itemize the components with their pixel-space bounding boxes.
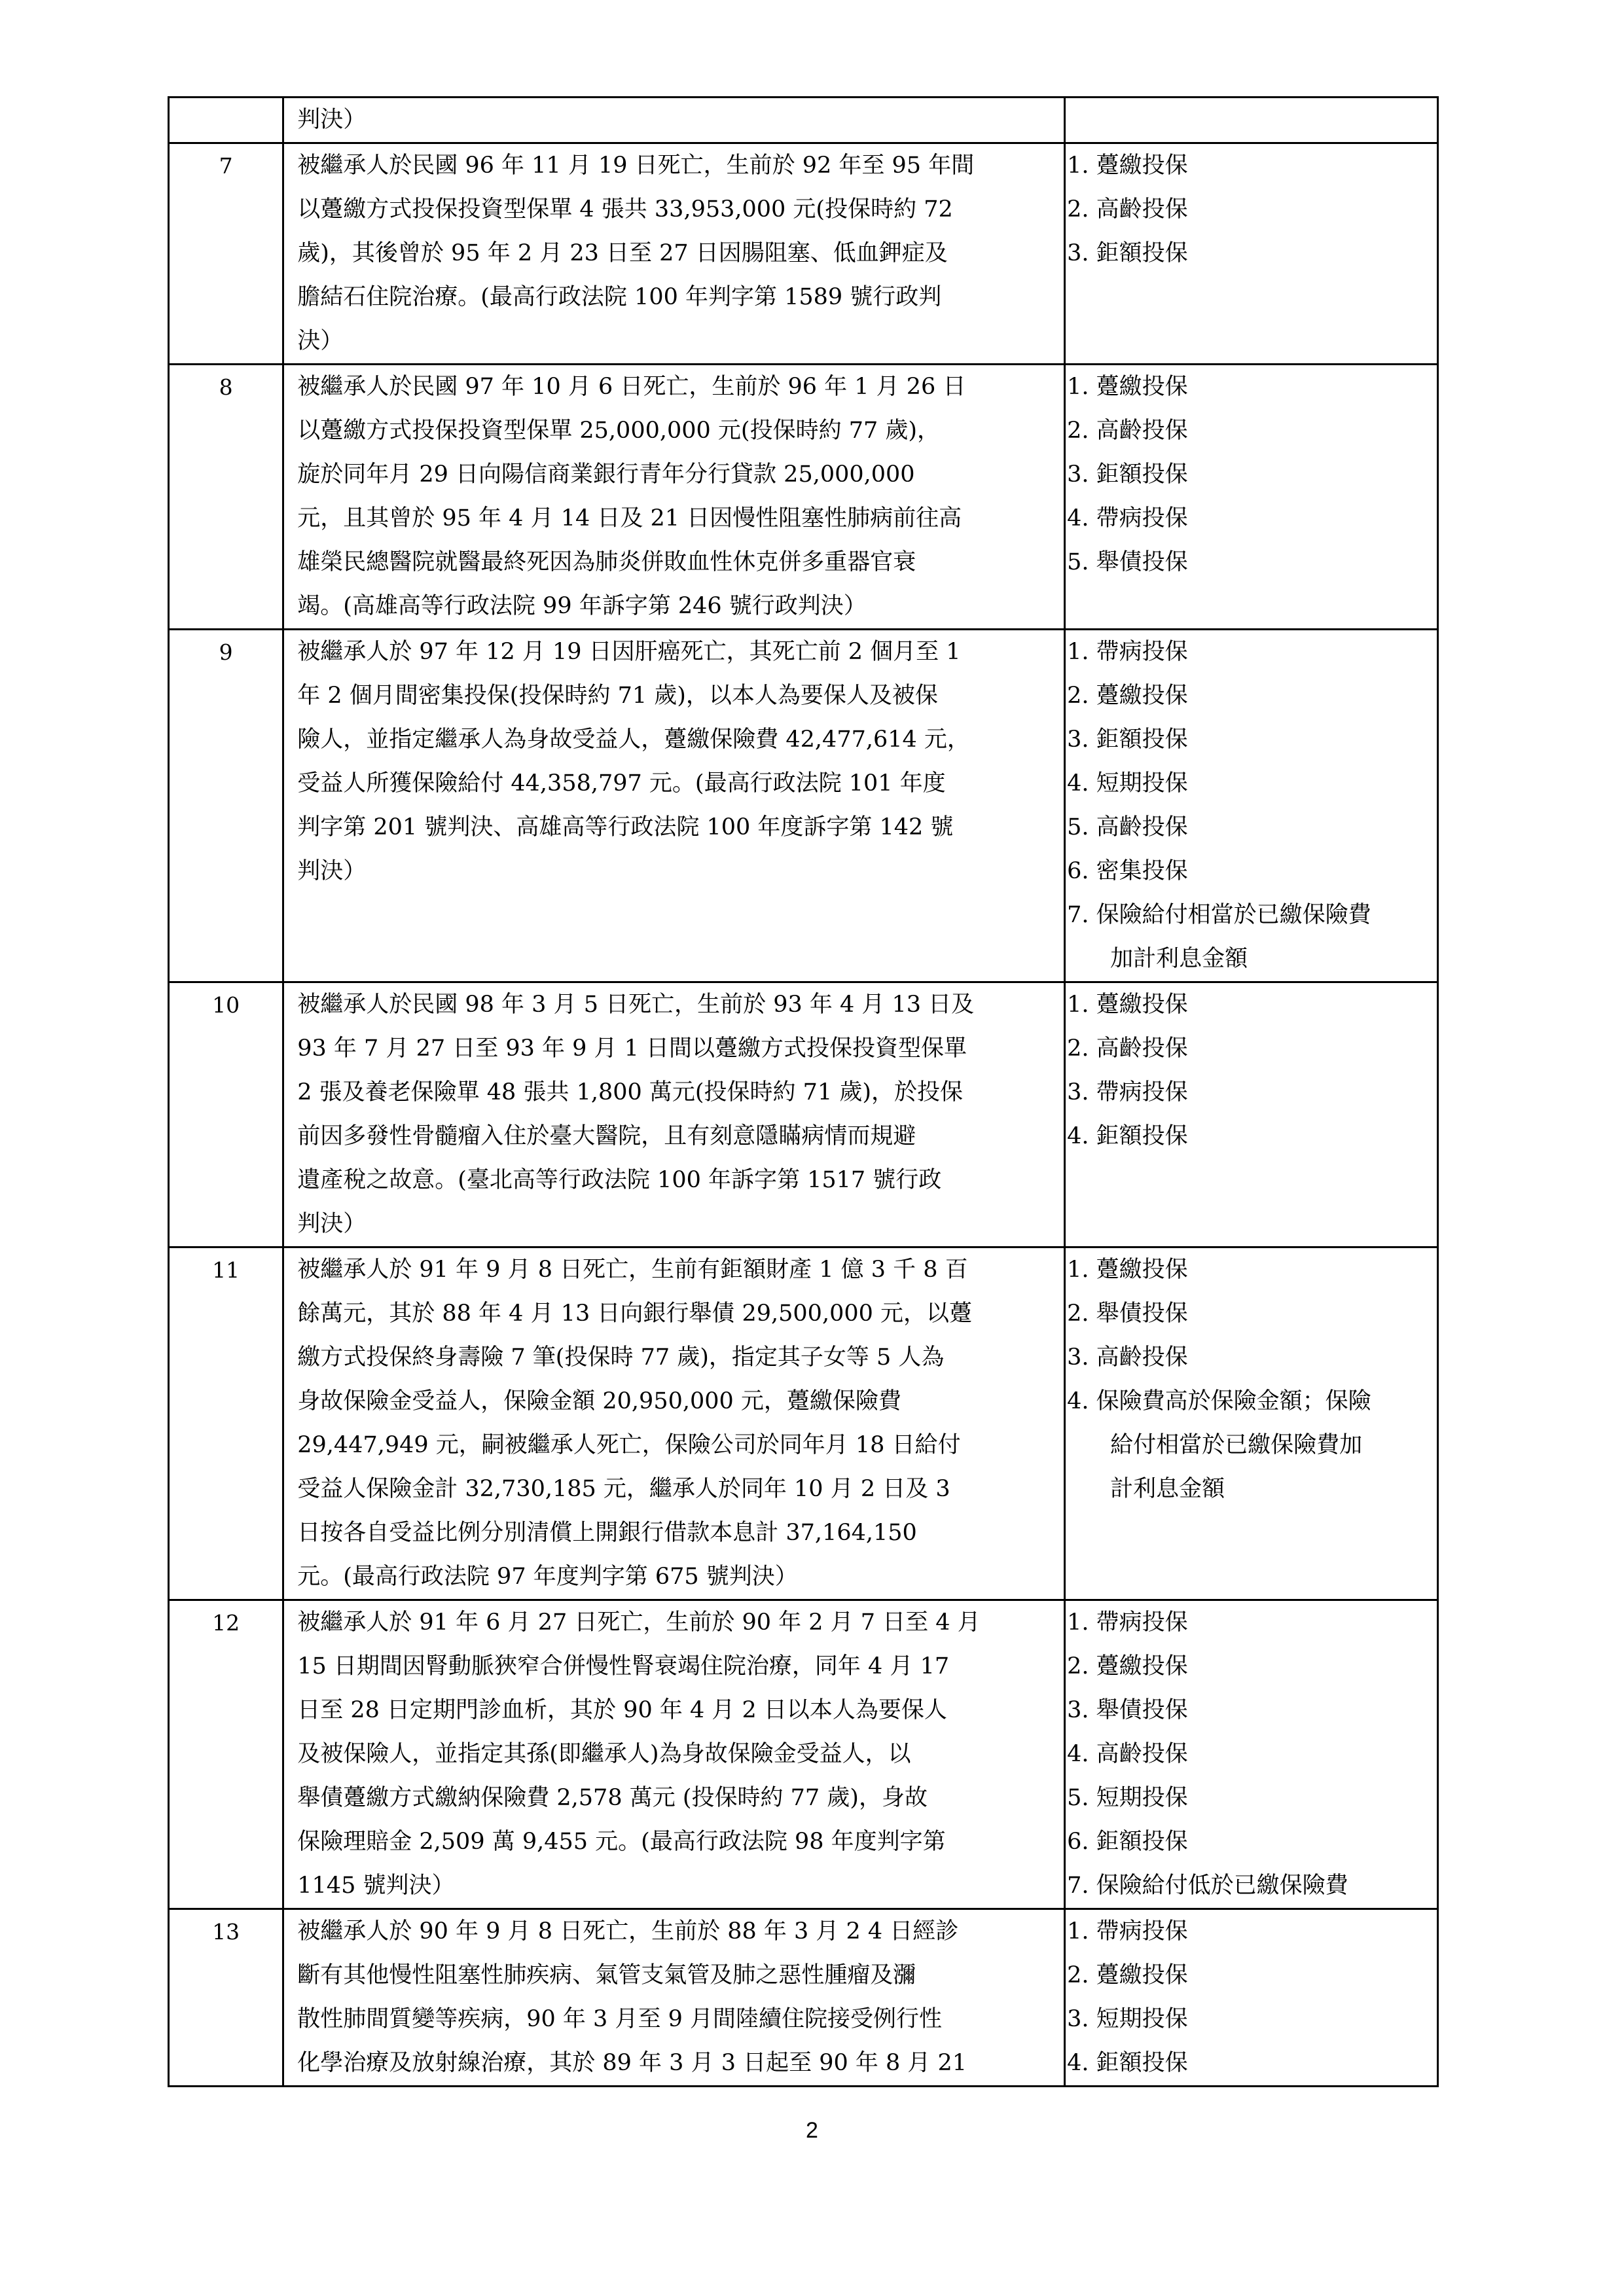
type-list-item: 4. 短期投保 <box>1067 770 1188 797</box>
type-list-item: 3. 鉅額投保 <box>1067 240 1188 266</box>
description-line: 保險理賠金 2,509 萬 9,455 元。(最高行政法院 98 年度判字第 <box>297 1829 946 1855</box>
type-list-item: 1. 帶病投保 <box>1067 639 1188 665</box>
case-description-cell <box>283 982 1065 1247</box>
table-row <box>169 1909 1438 2087</box>
description-line: 年 2 個月間密集投保(投保時約 71 歲)，以本人為要保人及被保 <box>297 683 938 709</box>
description-line: 散性肺間質變等疾病，90 年 3 月至 9 月間陸續住院接受例行性 <box>297 2006 942 2032</box>
type-list-item: 1. 帶病投保 <box>1067 1609 1188 1636</box>
case-type-cell <box>1065 1247 1438 1600</box>
description-line: 判決） <box>297 858 367 884</box>
type-list-item: 1. 躉繳投保 <box>1067 992 1188 1018</box>
description-line: 1145 號判決） <box>297 1873 455 1899</box>
case-type-cell <box>1065 365 1438 630</box>
case-number-cell: 11 <box>169 1247 283 1600</box>
case-type-cell <box>1065 1600 1438 1909</box>
type-list-item: 6. 鉅額投保 <box>1067 1829 1188 1855</box>
description-line: 以躉繳方式投保投資型保單 25,000,000 元(投保時約 77 歲)， <box>297 418 941 444</box>
type-list-item: 3. 鉅額投保 <box>1067 726 1188 753</box>
case-type-cell <box>1065 143 1438 365</box>
description-line: 餘萬元，其於 88 年 4 月 13 日向銀行舉債 29,500,000 元，以躉 <box>297 1300 973 1327</box>
type-list-item: 2. 舉債投保 <box>1067 1300 1188 1327</box>
description-line: 元，且其曾於 95 年 4 月 14 日及 21 日因慢性阻塞性肺病前往高 <box>297 505 962 531</box>
type-list-item: 3. 帶病投保 <box>1067 1079 1188 1105</box>
case-number-cell: 13 <box>169 1909 283 2087</box>
case-number-cell: 10 <box>169 982 283 1247</box>
case-number-cell: 9 <box>169 630 283 982</box>
case-description-cell <box>283 365 1065 630</box>
case-number-cell: 8 <box>169 365 283 630</box>
case-description-cell <box>283 1909 1065 2087</box>
type-list-item: 3. 高齡投保 <box>1067 1344 1188 1371</box>
case-table-body <box>169 98 1438 2087</box>
description-line: 遺產稅之故意。(臺北高等行政法院 100 年訴字第 1517 號行政 <box>297 1167 942 1193</box>
description-line: 受益人所獲保險給付 44,358,797 元。(最高行政法院 101 年度 <box>297 770 946 797</box>
description-line: 旋於同年月 29 日向陽信商業銀行青年分行貸款 25,000,000 <box>297 461 915 488</box>
table-row <box>169 365 1438 630</box>
type-list-item: 計利息金額 <box>1110 1476 1225 1502</box>
case-description-cell <box>283 143 1065 365</box>
type-list-item: 7. 保險給付低於已繳保險費 <box>1067 1873 1348 1899</box>
type-list-item: 2. 高齡投保 <box>1067 196 1188 223</box>
table-row <box>169 98 1438 143</box>
type-list-item: 4. 鉅額投保 <box>1067 2050 1188 2076</box>
case-type-cell <box>1065 1909 1438 2087</box>
case-description-cell <box>283 1600 1065 1909</box>
case-type-cell <box>1065 98 1438 143</box>
type-list-item: 3. 短期投保 <box>1067 2006 1188 2032</box>
type-list-item: 1. 躉繳投保 <box>1067 152 1188 179</box>
type-list-item: 2. 躉繳投保 <box>1067 1962 1188 1988</box>
type-list-item: 7. 保險給付相當於已繳保險費 <box>1067 902 1371 928</box>
description-line: 2 張及養老保險單 48 張共 1,800 萬元(投保時約 71 歲)，於投保 <box>297 1079 963 1105</box>
description-line: 及被保險人，並指定其孫(即繼承人)為身故保險金受益人，以 <box>297 1741 911 1767</box>
description-line: 斷有其他慢性阻塞性肺疾病、氣管支氣管及肺之惡性腫瘤及瀰 <box>297 1962 916 1988</box>
case-description-cell <box>283 98 1065 143</box>
description-line: 15 日期間因腎動脈狹窄合併慢性腎衰竭住院治療，同年 4 月 17 <box>297 1653 950 1679</box>
type-list-item: 2. 高齡投保 <box>1067 1035 1188 1062</box>
description-line: 被繼承人於民國 97 年 10 月 6 日死亡，生前於 96 年 1 月 26 日 <box>297 374 966 400</box>
type-list-item: 4. 保險費高於保險金額；保險 <box>1067 1388 1371 1414</box>
description-line: 被繼承人於 91 年 6 月 27 日死亡，生前於 90 年 2 月 7 日至 4 月 <box>297 1609 981 1636</box>
description-line: 被繼承人於民國 98 年 3 月 5 日死亡，生前於 93 年 4 月 13 日及 <box>297 992 975 1018</box>
case-type-cell <box>1065 982 1438 1247</box>
type-list-item: 4. 帶病投保 <box>1067 505 1188 531</box>
type-list-item: 5. 舉債投保 <box>1067 549 1188 575</box>
case-description-cell <box>283 1247 1065 1600</box>
description-line: 元。(最高行政法院 97 年度判字第 675 號判決） <box>297 1564 798 1590</box>
description-line: 被繼承人於民國 96 年 11 月 19 日死亡，生前於 92 年至 95 年間 <box>297 152 975 179</box>
description-line: 繳方式投保終身壽險 7 筆(投保時 77 歲)，指定其子女等 5 人為 <box>297 1344 945 1371</box>
description-line: 被繼承人於 91 年 9 月 8 日死亡，生前有鉅額財產 1 億 3 千 8 百 <box>297 1257 968 1283</box>
type-list-item: 2. 躉繳投保 <box>1067 1653 1188 1679</box>
description-line: 竭。(高雄高等行政法院 99 年訴字第 246 號行政判決） <box>297 593 867 619</box>
description-line: 被繼承人於 90 年 9 月 8 日死亡，生前於 88 年 3 月 2 4 日經診 <box>297 1918 959 1945</box>
description-line <box>297 893 1053 937</box>
description-line: 前因多發性骨髓瘤入住於臺大醫院，且有刻意隱瞞病情而規避 <box>297 1123 916 1149</box>
description-line: 受益人保險金計 32,730,185 元，繼承人於同年 10 月 2 日及 3 <box>297 1476 950 1502</box>
case-type-cell <box>1065 630 1438 982</box>
description-line: 93 年 7 月 27 日至 93 年 9 月 1 日間以躉繳方式投保投資型保單 <box>297 1035 967 1062</box>
case-table <box>168 96 1439 2087</box>
description-line: 舉債躉繳方式繳納保險費 2,578 萬元 (投保時約 77 歲)，身故 <box>297 1785 928 1811</box>
type-list-item: 6. 密集投保 <box>1067 858 1188 884</box>
description-line: 判字第 201 號判決、高雄高等行政法院 100 年度訴字第 142 號 <box>297 814 954 840</box>
type-list-item: 3. 舉債投保 <box>1067 1697 1188 1723</box>
description-line: 化學治療及放射線治療，其於 89 年 3 月 3 日起至 90 年 8 月 21 <box>297 2050 967 2076</box>
type-list-item: 加計利息金額 <box>1110 946 1248 972</box>
type-list-item: 2. 躉繳投保 <box>1067 683 1188 709</box>
description-line: 判決） <box>297 107 367 133</box>
type-list-item: 2. 高齡投保 <box>1067 418 1188 444</box>
case-number-cell: 12 <box>169 1600 283 1909</box>
type-list-item: 1. 帶病投保 <box>1067 1918 1188 1945</box>
description-line: 雄榮民總醫院就醫最終死因為肺炎併敗血性休克併多重器官衰 <box>297 549 916 575</box>
description-line: 被繼承人於 97 年 12 月 19 日因肝癌死亡，其死亡前 2 個月至 1 <box>297 639 961 665</box>
description-line: 歲)，其後曾於 95 年 2 月 23 日至 27 日因腸阻塞、低血鉀症及 <box>297 240 948 266</box>
table-row <box>169 143 1438 365</box>
description-line: 29,447,949 元，嗣被繼承人死亡，保險公司於同年月 18 日給付 <box>297 1432 961 1458</box>
type-list-item: 給付相當於已繳保險費加 <box>1110 1432 1363 1458</box>
type-list-item: 4. 鉅額投保 <box>1067 1123 1188 1149</box>
description-line: 決） <box>297 328 344 354</box>
description-line: 險人，並指定繼承人為身故受益人，躉繳保險費 42,477,614 元， <box>297 726 970 753</box>
description-line: 膽結石住院治療。(最高行政法院 100 年判字第 1589 號行政判 <box>297 284 942 310</box>
table-row <box>169 1600 1438 1909</box>
type-list-item: 4. 高齡投保 <box>1067 1741 1188 1767</box>
page-number: 2 <box>806 2118 818 2143</box>
case-number-cell <box>169 98 283 143</box>
table-row <box>169 630 1438 982</box>
type-list-item: 1. 躉繳投保 <box>1067 374 1188 400</box>
type-list-item: 5. 短期投保 <box>1067 1785 1188 1811</box>
type-list-item: 1. 躉繳投保 <box>1067 1257 1188 1283</box>
type-list-item: 3. 鉅額投保 <box>1067 461 1188 488</box>
description-line: 身故保險金受益人，保險金額 20,950,000 元，躉繳保險費 <box>297 1388 901 1414</box>
case-description-cell <box>283 630 1065 982</box>
table-row <box>169 982 1438 1247</box>
table-row <box>169 1247 1438 1600</box>
case-number-cell: 7 <box>169 143 283 365</box>
type-list-item: 5. 高齡投保 <box>1067 814 1188 840</box>
description-line: 日至 28 日定期門診血析，其於 90 年 4 月 2 日以本人為要保人 <box>297 1697 947 1723</box>
description-line: 判決） <box>297 1211 367 1237</box>
description-line: 日按各自受益比例分別清償上開銀行借款本息計 37,164,150 <box>297 1520 917 1546</box>
description-line: 以躉繳方式投保投資型保單 4 張共 33,953,000 元(投保時約 72 <box>297 196 953 223</box>
